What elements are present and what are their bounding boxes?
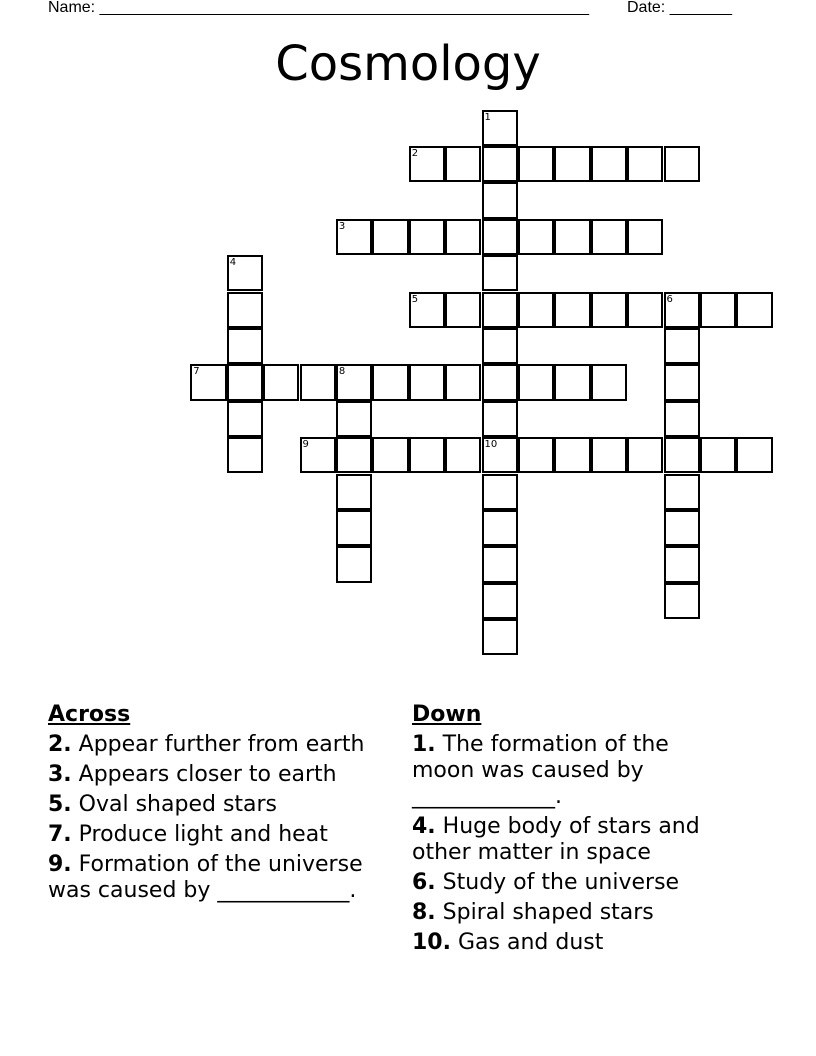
crossword-cell[interactable]	[445, 146, 481, 182]
crossword-cell[interactable]	[482, 255, 518, 291]
crossword-cell[interactable]	[591, 292, 627, 328]
clue-across-3	[48, 762, 388, 788]
crossword-cell[interactable]	[554, 292, 590, 328]
crossword-cell[interactable]	[409, 364, 445, 400]
clue-across-7	[48, 822, 388, 848]
crossword-cell[interactable]	[227, 364, 263, 400]
crossword-cell[interactable]	[627, 292, 663, 328]
crossword-cell[interactable]	[518, 364, 554, 400]
clue-number: 5.	[48, 792, 72, 817]
crossword-cell[interactable]	[518, 146, 554, 182]
clue-number: 4.	[412, 814, 436, 839]
crossword-cell[interactable]	[664, 328, 700, 364]
crossword-cell[interactable]	[482, 474, 518, 510]
date-blank[interactable]: _______	[669, 0, 732, 16]
clue-across-9	[48, 852, 388, 904]
clue-across-5	[48, 792, 388, 818]
crossword-cell[interactable]	[518, 437, 554, 473]
crossword-cell[interactable]	[518, 219, 554, 255]
crossword-cell[interactable]	[664, 146, 700, 182]
clue-number: 2.	[48, 732, 72, 757]
crossword-cell[interactable]	[445, 364, 481, 400]
clue-text: Gas and dust	[457, 930, 604, 955]
crossword-cell[interactable]	[518, 292, 554, 328]
crossword-cell[interactable]	[409, 219, 445, 255]
crossword-cell[interactable]	[482, 328, 518, 364]
cell-number: 1	[484, 111, 491, 123]
down-heading: Down	[412, 702, 482, 727]
clue-number: 7.	[48, 822, 72, 847]
clue-number: 6.	[412, 870, 436, 895]
crossword-cell[interactable]	[627, 219, 663, 255]
cell-number: 7	[193, 366, 200, 378]
name-label: Name:	[48, 0, 96, 16]
clue-number: 10.	[412, 930, 451, 955]
crossword-cell[interactable]	[482, 546, 518, 582]
clue-text: Appear further from earth	[78, 732, 365, 757]
clue-text: Formation of the universe was caused by ____________.	[48, 852, 363, 903]
crossword-cell[interactable]	[445, 292, 481, 328]
crossword-cell[interactable]	[227, 255, 263, 291]
clue-text: Huge body of stars and other matter in space	[412, 814, 700, 865]
crossword-cell[interactable]	[664, 437, 700, 473]
crossword-cell[interactable]	[372, 437, 408, 473]
crossword-cell[interactable]	[482, 619, 518, 655]
crossword-cell[interactable]	[736, 437, 772, 473]
cell-number: 3	[338, 220, 346, 232]
crossword-cell[interactable]	[372, 219, 408, 255]
crossword-cell[interactable]	[627, 146, 663, 182]
crossword-cell[interactable]	[591, 364, 627, 400]
crossword-cell[interactable]	[227, 437, 263, 473]
crossword-cell[interactable]	[591, 437, 627, 473]
crossword-cell[interactable]	[409, 146, 445, 182]
crossword-cell[interactable]	[482, 401, 518, 437]
page-title: Cosmology	[275, 36, 541, 92]
crossword-cell[interactable]	[482, 146, 518, 182]
crossword-cell[interactable]	[554, 146, 590, 182]
cell-number: 8	[338, 366, 346, 378]
crossword-cell[interactable]	[664, 510, 700, 546]
clue-down-10	[412, 930, 732, 956]
crossword-cell[interactable]	[190, 364, 226, 400]
crossword-cell[interactable]	[336, 546, 372, 582]
cell-number: 9	[302, 439, 309, 451]
crossword-cell[interactable]	[482, 364, 518, 400]
cell-number: 5	[411, 293, 419, 305]
crossword-cell[interactable]	[227, 401, 263, 437]
crossword-cell[interactable]	[627, 437, 663, 473]
crossword-cell[interactable]	[409, 292, 445, 328]
crossword-cell[interactable]	[482, 110, 518, 146]
clue-down-1	[412, 732, 732, 810]
crossword-cell[interactable]	[482, 219, 518, 255]
crossword-cell[interactable]	[736, 292, 772, 328]
cell-number: 6	[666, 293, 673, 305]
clue-down-4	[412, 814, 732, 866]
crossword-cell[interactable]	[700, 437, 736, 473]
crossword-cell[interactable]	[664, 292, 700, 328]
cell-number: 10	[484, 439, 498, 451]
crossword-cell[interactable]	[554, 219, 590, 255]
date-label: Date:	[627, 0, 666, 16]
crossword-cell[interactable]	[482, 437, 518, 473]
clue-text: The formation of the moon was caused by _____________.	[412, 732, 669, 809]
crossword-cell[interactable]	[482, 510, 518, 546]
clue-text: Study of the universe	[442, 870, 680, 895]
crossword-cell[interactable]	[664, 401, 700, 437]
crossword-cell[interactable]	[700, 292, 736, 328]
crossword-cell[interactable]	[664, 583, 700, 619]
crossword-cell[interactable]	[263, 364, 299, 400]
crossword-cell[interactable]	[554, 364, 590, 400]
across-clues	[48, 702, 388, 908]
clue-down-6	[412, 870, 732, 896]
crossword-cell[interactable]	[664, 546, 700, 582]
crossword-cell[interactable]	[482, 292, 518, 328]
clue-text: Oval shaped stars	[78, 792, 278, 817]
crossword-cell[interactable]	[336, 474, 372, 510]
crossword-cell[interactable]	[336, 510, 372, 546]
crossword-cell[interactable]	[591, 146, 627, 182]
crossword-cell[interactable]	[227, 328, 263, 364]
clue-text: Spiral shaped stars	[442, 900, 654, 925]
clue-down-8	[412, 900, 732, 926]
crossword-cell[interactable]	[482, 583, 518, 619]
crossword-cell[interactable]	[482, 182, 518, 218]
crossword-cell[interactable]	[664, 364, 700, 400]
crossword-cell[interactable]	[336, 219, 372, 255]
cell-number: 2	[411, 147, 419, 159]
crossword-cell[interactable]	[300, 364, 336, 400]
crossword-cell[interactable]	[300, 437, 336, 473]
clue-number: 1.	[412, 732, 436, 757]
clue-number: 9.	[48, 852, 72, 877]
crossword-cell[interactable]	[336, 401, 372, 437]
crossword-cell[interactable]	[227, 292, 263, 328]
across-heading: Across	[48, 702, 131, 727]
crossword-cell[interactable]	[372, 364, 408, 400]
clue-text: Produce light and heat	[78, 822, 328, 847]
crossword-cell[interactable]	[591, 219, 627, 255]
cell-number: 4	[229, 257, 237, 269]
crossword-cell[interactable]	[336, 437, 372, 473]
clue-text: Appears closer to earth	[78, 762, 337, 787]
clue-across-2	[48, 732, 388, 758]
crossword-cell[interactable]	[445, 219, 481, 255]
crossword-cell[interactable]	[554, 437, 590, 473]
crossword-cell[interactable]	[445, 437, 481, 473]
down-clues	[412, 702, 732, 960]
crossword-cell[interactable]	[409, 437, 445, 473]
name-blank[interactable]: _______________________________________________________	[99, 0, 589, 16]
crossword-cell[interactable]	[664, 474, 700, 510]
crossword-cell[interactable]	[336, 364, 372, 400]
clue-number: 8.	[412, 900, 436, 925]
clue-number: 3.	[48, 762, 72, 787]
